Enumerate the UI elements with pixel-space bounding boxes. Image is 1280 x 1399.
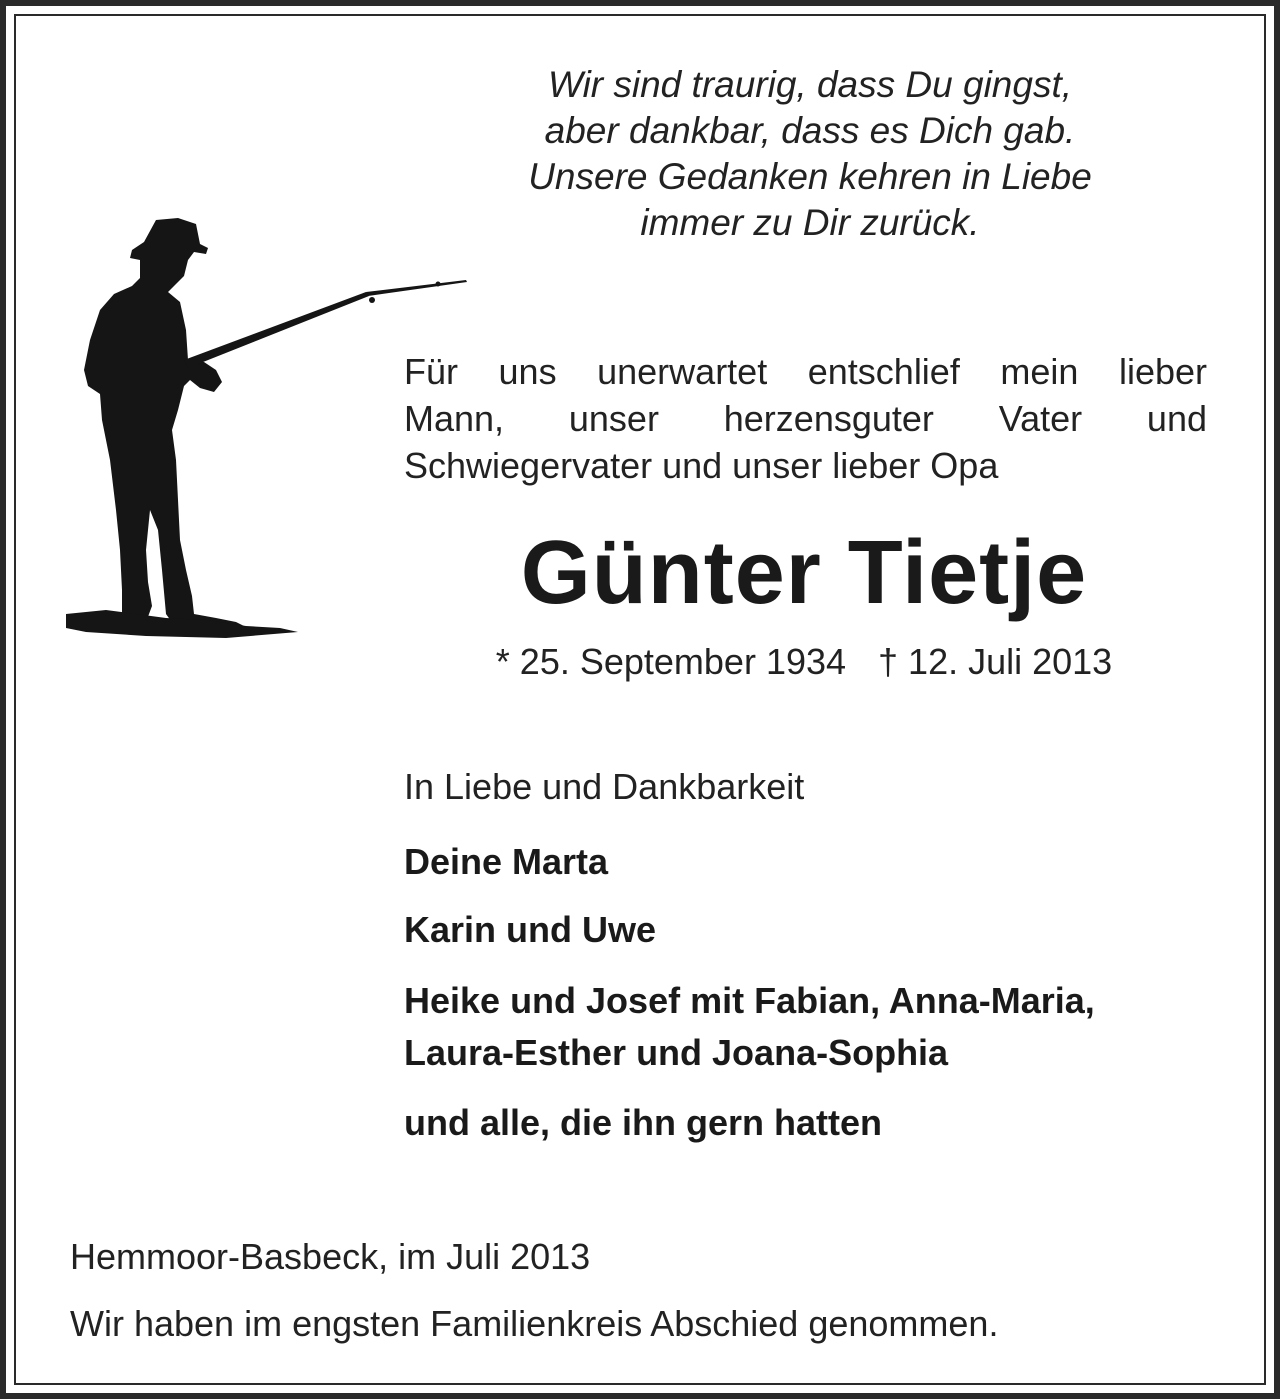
announcement-line: Mann, unser herzensguter Vater und [404, 398, 1207, 439]
mourner-name: Deine Marta [404, 841, 609, 882]
birth-date: * 25. September 1934 [495, 641, 847, 682]
deceased-name: Günter Tietje [520, 523, 1088, 623]
mourner-name: Heike und Josef mit Fabian, Anna-Maria, [404, 980, 1095, 1021]
quote-line: Wir sind traurig, dass Du gingst, [547, 64, 1073, 105]
mourners-intro: In Liebe und Dankbarkeit [404, 766, 805, 807]
mourner-name: Karin und Uwe [404, 909, 657, 950]
announcement-line: Für uns unerwartet entschlief mein lieber [404, 351, 1207, 392]
memorial-quote [440, 62, 1180, 246]
quote-line: immer zu Dir zurück. [640, 202, 980, 243]
death-date: † 12. Juli 2013 [878, 641, 1113, 682]
quote-line: aber dankbar, dass es Dich gab. [544, 110, 1076, 151]
quote-line: Unsere Gedanken kehren in Liebe [528, 156, 1092, 197]
farewell-note: Wir haben im engsten Familienkreis Abschied genommen. [70, 1303, 999, 1344]
life-dates [404, 638, 1204, 686]
announcement-line: Schwiegervater und unser lieber Opa [404, 445, 999, 486]
mourner-name: Laura-Esther und Joana-Sophia [404, 1032, 949, 1073]
mourner-name: und alle, die ihn gern hatten [404, 1102, 883, 1143]
place-date: Hemmoor-Basbeck, im Juli 2013 [70, 1236, 591, 1277]
announcement-text [404, 348, 1207, 489]
